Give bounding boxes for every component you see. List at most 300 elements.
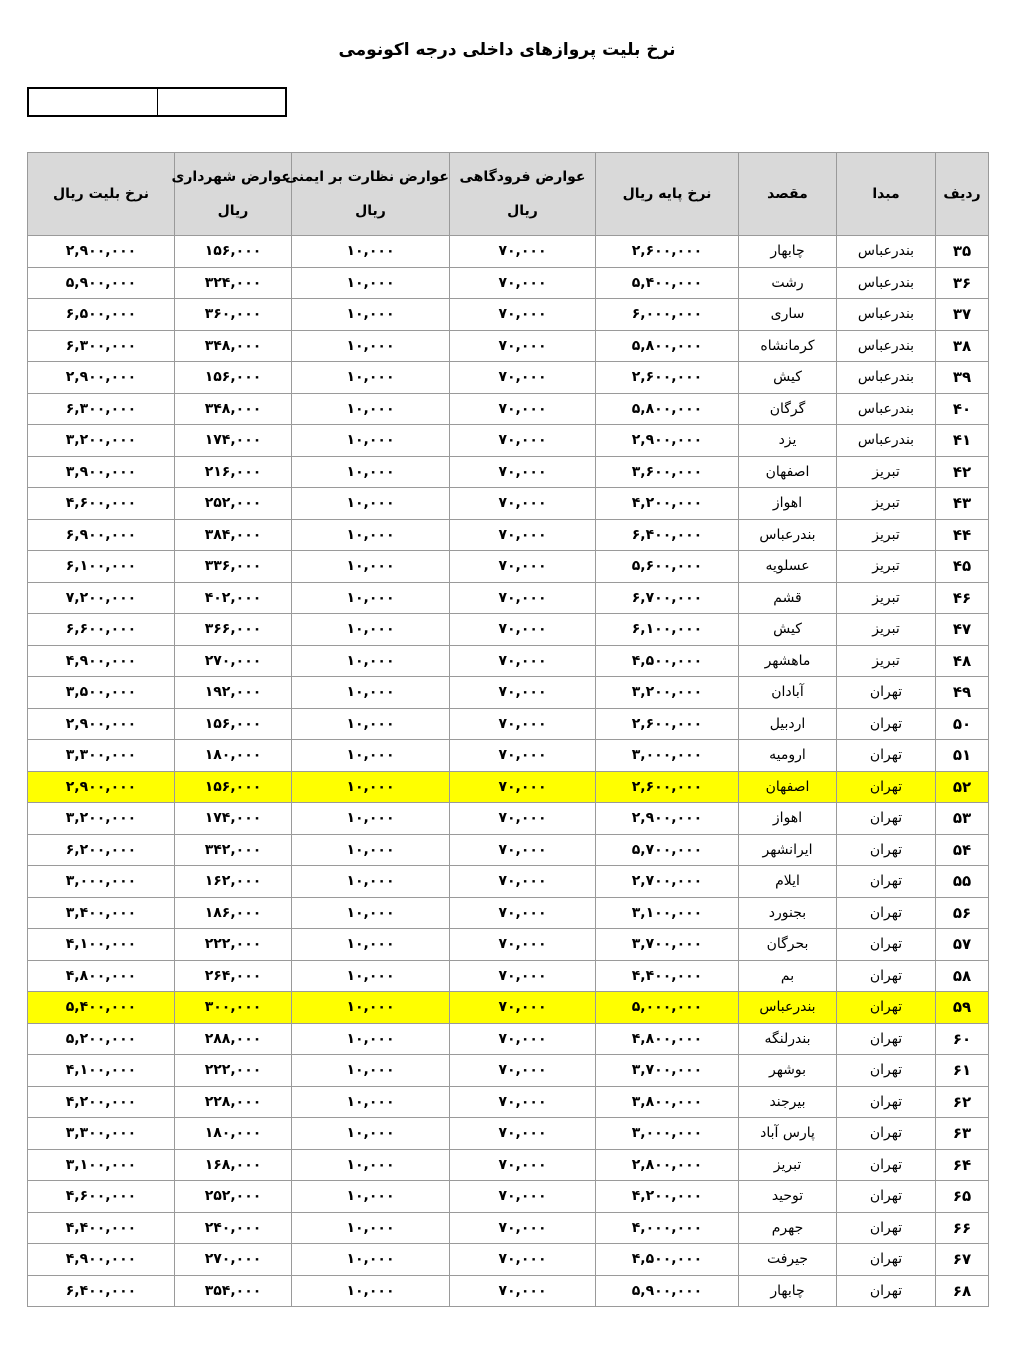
base-fare-cell [596, 677, 739, 709]
base-fare-cell [596, 866, 739, 898]
municipal-fee-cell [175, 740, 292, 772]
row-number-cell [936, 897, 989, 929]
airport-fee-cell [450, 960, 596, 992]
destination-city-cell [739, 267, 837, 299]
row-number: ۵۶ [952, 903, 972, 922]
ticket-fare-cell [28, 866, 175, 898]
table-row [28, 960, 989, 992]
origin-city: تهران [869, 873, 903, 890]
row-number-cell [936, 1118, 989, 1150]
safety-fee: ۱۰,۰۰۰ [346, 1219, 395, 1236]
origin-city: بندرعباس [857, 400, 915, 417]
destination-city: عسلویه [765, 558, 810, 575]
ticket-fare: ۶,۳۰۰,۰۰۰ [65, 337, 137, 354]
origin-city-cell [837, 393, 936, 425]
row-number: ۴۱ [952, 431, 972, 450]
row-number: ۴۰ [952, 399, 972, 418]
table-row [28, 362, 989, 394]
ticket-fare: ۴,۸۰۰,۰۰۰ [65, 967, 137, 984]
municipal-fee: ۱۹۲,۰۰۰ [204, 684, 262, 701]
ticket-fare-cell [28, 1086, 175, 1118]
base-fare-cell [596, 551, 739, 583]
ticket-fare: ۵,۲۰۰,۰۰۰ [65, 1030, 137, 1047]
row-number: ۴۳ [952, 494, 972, 513]
safety-fee: ۱۰,۰۰۰ [346, 243, 395, 260]
fares-table-body [28, 236, 989, 1307]
ticket-fare: ۲,۹۰۰,۰۰۰ [65, 369, 137, 386]
airport-fee: ۷۰,۰۰۰ [498, 1030, 547, 1047]
municipal-fee: ۲۲۸,۰۰۰ [204, 1093, 262, 1110]
safety-fee: ۱۰,۰۰۰ [346, 558, 395, 575]
ticket-fare: ۴,۴۰۰,۰۰۰ [65, 1219, 137, 1236]
base-fare: ۲,۸۰۰,۰۰۰ [631, 1156, 703, 1173]
origin-city: تهران [869, 1219, 903, 1236]
row-number: ۶۱ [952, 1061, 972, 1080]
airport-fee-cell [450, 897, 596, 929]
municipal-fee: ۳۰۰,۰۰۰ [204, 999, 262, 1016]
row-number: ۶۸ [952, 1281, 972, 1300]
base-fare: ۵,۸۰۰,۰۰۰ [631, 400, 703, 417]
safety-fee: ۱۰,۰۰۰ [346, 904, 395, 921]
municipal-fee: ۳۵۴,۰۰۰ [204, 1282, 262, 1299]
table-row [28, 1023, 989, 1055]
safety-fee-cell [292, 330, 450, 362]
origin-city: تهران [869, 810, 903, 827]
row-number: ۶۷ [952, 1250, 972, 1269]
table-row [28, 897, 989, 929]
destination-city: چابهار [770, 1282, 805, 1299]
municipal-fee: ۲۴۰,۰۰۰ [204, 1219, 262, 1236]
municipal-fee: ۱۸۰,۰۰۰ [204, 747, 262, 764]
safety-fee-cell [292, 771, 450, 803]
row-number: ۳۷ [952, 305, 972, 324]
safety-fee: ۱۰,۰۰۰ [346, 526, 395, 543]
base-fare: ۴,۲۰۰,۰۰۰ [631, 495, 703, 512]
ticket-fare-cell [28, 677, 175, 709]
ticket-fare-cell [28, 960, 175, 992]
safety-fee: ۱۰,۰۰۰ [346, 810, 395, 827]
airport-fee-cell [450, 582, 596, 614]
origin-city: تهران [869, 967, 903, 984]
destination-city-cell [739, 1212, 837, 1244]
safety-fee-cell [292, 267, 450, 299]
origin-city-cell [837, 582, 936, 614]
destination-city-cell [739, 897, 837, 929]
base-fare-cell [596, 771, 739, 803]
ticket-fare: ۶,۶۰۰,۰۰۰ [65, 621, 137, 638]
safety-fee-cell [292, 740, 450, 772]
safety-fee: ۱۰,۰۰۰ [346, 778, 395, 795]
base-fare: ۳,۰۰۰,۰۰۰ [631, 747, 703, 764]
ticket-fare-cell [28, 897, 175, 929]
airport-fee-cell [450, 1149, 596, 1181]
destination-city: پارس آباد [760, 1125, 815, 1142]
municipal-fee: ۳۶۰,۰۰۰ [204, 306, 262, 323]
destination-city: ساری [770, 306, 805, 323]
ticket-fare-cell [28, 708, 175, 740]
municipal-fee: ۲۲۲,۰۰۰ [204, 936, 262, 953]
destination-city: قشم [773, 589, 802, 606]
row-number-cell [936, 236, 989, 268]
base-fare-cell [596, 1212, 739, 1244]
origin-city: تهران [869, 1125, 903, 1142]
base-fare-cell [596, 1086, 739, 1118]
base-fare: ۳,۷۰۰,۰۰۰ [631, 936, 703, 953]
ticket-fare: ۳,۰۰۰,۰۰۰ [65, 873, 137, 890]
origin-city-cell [837, 708, 936, 740]
base-fare-cell [596, 1181, 739, 1213]
table-row [28, 582, 989, 614]
blank-box-cell-right [157, 89, 286, 115]
header-municipal-fee [171, 153, 292, 236]
municipal-fee-cell [175, 330, 292, 362]
airport-fee: ۷۰,۰۰۰ [498, 873, 547, 890]
ticket-fare: ۶,۳۰۰,۰۰۰ [65, 400, 137, 417]
table-row [28, 771, 989, 803]
row-number: ۵۸ [952, 966, 972, 985]
municipal-fee-cell [175, 929, 292, 961]
base-fare: ۴,۸۰۰,۰۰۰ [631, 1030, 703, 1047]
safety-fee-cell [292, 1244, 450, 1276]
origin-city: تبریز [872, 621, 900, 638]
base-fare-cell [596, 236, 739, 268]
table-row [28, 1212, 989, 1244]
airport-fee: ۷۰,۰۰۰ [498, 936, 547, 953]
municipal-fee-cell [175, 236, 292, 268]
municipal-fee: ۱۵۶,۰۰۰ [204, 715, 262, 732]
origin-city-cell [837, 1055, 936, 1087]
row-number: ۴۹ [952, 683, 972, 702]
origin-city: تهران [869, 1030, 903, 1047]
destination-city-cell [739, 330, 837, 362]
destination-city-cell [739, 299, 837, 331]
base-fare: ۲,۷۰۰,۰۰۰ [631, 873, 703, 890]
row-number-cell [936, 456, 989, 488]
base-fare: ۴,۵۰۰,۰۰۰ [631, 1251, 703, 1268]
row-number-cell [936, 960, 989, 992]
origin-city: تبریز [872, 652, 900, 669]
base-fare-cell [596, 929, 739, 961]
table-row [28, 1055, 989, 1087]
origin-city-cell [837, 456, 936, 488]
municipal-fee-cell [175, 1118, 292, 1150]
origin-city: تهران [869, 715, 903, 732]
table-row [28, 1149, 989, 1181]
municipal-fee-cell [175, 299, 292, 331]
origin-city-cell [837, 1244, 936, 1276]
table-row [28, 1275, 989, 1307]
origin-city-cell [837, 1181, 936, 1213]
municipal-fee: ۱۷۴,۰۰۰ [204, 432, 262, 449]
row-number-cell [936, 677, 989, 709]
municipal-fee: ۱۵۶,۰۰۰ [204, 778, 262, 795]
row-number-cell [936, 519, 989, 551]
airport-fee: ۷۰,۰۰۰ [498, 306, 547, 323]
safety-fee: ۱۰,۰۰۰ [346, 1062, 395, 1079]
header-origin: مبدا [837, 153, 936, 236]
row-number: ۵۱ [952, 746, 972, 765]
row-number: ۳۹ [952, 368, 972, 387]
row-number-cell [936, 1181, 989, 1213]
ticket-fare: ۵,۴۰۰,۰۰۰ [65, 999, 137, 1016]
ticket-fare: ۴,۶۰۰,۰۰۰ [65, 495, 137, 512]
row-number: ۴۷ [952, 620, 972, 639]
origin-city: تهران [869, 936, 903, 953]
row-number-cell [936, 330, 989, 362]
safety-fee-cell [292, 708, 450, 740]
origin-city-cell [837, 740, 936, 772]
destination-city-cell [739, 866, 837, 898]
ticket-fare: ۳,۵۰۰,۰۰۰ [65, 684, 137, 701]
safety-fee-cell [292, 582, 450, 614]
ticket-fare: ۶,۵۰۰,۰۰۰ [65, 306, 137, 323]
ticket-fare: ۳,۱۰۰,۰۰۰ [65, 1156, 137, 1173]
municipal-fee: ۱۶۲,۰۰۰ [204, 873, 262, 890]
municipal-fee-cell [175, 866, 292, 898]
destination-city: گرگان [769, 400, 806, 417]
origin-city: تهران [869, 747, 903, 764]
airport-fee-cell [450, 866, 596, 898]
ticket-fare: ۳,۳۰۰,۰۰۰ [65, 747, 137, 764]
table-row [28, 1086, 989, 1118]
airport-fee-cell [450, 929, 596, 961]
row-number: ۵۲ [952, 777, 972, 796]
safety-fee-cell [292, 897, 450, 929]
airport-fee-cell [450, 614, 596, 646]
table-row [28, 677, 989, 709]
municipal-fee: ۲۷۰,۰۰۰ [204, 1251, 262, 1268]
airport-fee: ۷۰,۰۰۰ [498, 1062, 547, 1079]
ticket-fare-cell [28, 614, 175, 646]
base-fare-cell [596, 897, 739, 929]
municipal-fee: ۳۶۶,۰۰۰ [204, 621, 262, 638]
base-fare: ۵,۷۰۰,۰۰۰ [631, 841, 703, 858]
safety-fee: ۱۰,۰۰۰ [346, 495, 395, 512]
ticket-fare: ۲,۹۰۰,۰۰۰ [65, 715, 137, 732]
safety-fee-cell [292, 362, 450, 394]
table-row [28, 393, 989, 425]
ticket-fare-cell [28, 425, 175, 457]
row-number-cell [936, 299, 989, 331]
safety-fee: ۱۰,۰۰۰ [346, 306, 395, 323]
origin-city: بندرعباس [857, 243, 915, 260]
ticket-fare-cell [28, 267, 175, 299]
airport-fee: ۷۰,۰۰۰ [498, 369, 547, 386]
row-number-cell [936, 614, 989, 646]
safety-fee: ۱۰,۰۰۰ [346, 936, 395, 953]
destination-city-cell [739, 1055, 837, 1087]
header-municipal-fee-line2: ریال [217, 203, 249, 219]
origin-city: تهران [869, 904, 903, 921]
airport-fee: ۷۰,۰۰۰ [498, 432, 547, 449]
table-row [28, 267, 989, 299]
airport-fee-cell [450, 677, 596, 709]
ticket-fare-cell [28, 1118, 175, 1150]
municipal-fee-cell [175, 519, 292, 551]
row-number: ۵۹ [952, 998, 972, 1017]
ticket-fare-cell [28, 456, 175, 488]
safety-fee: ۱۰,۰۰۰ [346, 841, 395, 858]
destination-city: یزد [778, 432, 797, 449]
municipal-fee-cell [175, 267, 292, 299]
destination-city-cell [739, 488, 837, 520]
municipal-fee-cell [175, 362, 292, 394]
base-fare: ۲,۶۰۰,۰۰۰ [631, 369, 703, 386]
municipal-fee-cell [175, 551, 292, 583]
safety-fee-cell [292, 236, 450, 268]
airport-fee: ۷۰,۰۰۰ [498, 747, 547, 764]
safety-fee-cell [292, 1212, 450, 1244]
ticket-fare: ۷,۲۰۰,۰۰۰ [65, 589, 137, 606]
destination-city-cell [739, 362, 837, 394]
safety-fee-cell [292, 960, 450, 992]
row-number: ۶۶ [952, 1218, 972, 1237]
municipal-fee-cell [175, 1181, 292, 1213]
destination-city-cell [739, 677, 837, 709]
origin-city: تهران [869, 1093, 903, 1110]
origin-city-cell [837, 1212, 936, 1244]
municipal-fee-cell [175, 992, 292, 1024]
origin-city-cell [837, 1086, 936, 1118]
table-row [28, 456, 989, 488]
header-destination: مقصد [739, 153, 837, 236]
header-safety-fee-line1: عوارض نظارت بر ایمنی [284, 169, 449, 185]
destination-city: اهواز [772, 495, 803, 512]
base-fare-cell [596, 992, 739, 1024]
origin-city: بندرعباس [857, 306, 915, 323]
safety-fee: ۱۰,۰۰۰ [346, 589, 395, 606]
ticket-fare: ۳,۲۰۰,۰۰۰ [65, 810, 137, 827]
destination-city: بندرعباس [759, 526, 816, 543]
base-fare-cell [596, 1275, 739, 1307]
airport-fee-cell [450, 834, 596, 866]
destination-city: اصفهان [765, 778, 810, 795]
airport-fee: ۷۰,۰۰۰ [498, 652, 547, 669]
origin-city: بندرعباس [857, 432, 915, 449]
base-fare: ۵,۶۰۰,۰۰۰ [631, 558, 703, 575]
airport-fee: ۷۰,۰۰۰ [498, 621, 547, 638]
base-fare-cell [596, 614, 739, 646]
row-number-cell [936, 771, 989, 803]
municipal-fee-cell [175, 1244, 292, 1276]
airport-fee: ۷۰,۰۰۰ [498, 1219, 547, 1236]
base-fare: ۳,۱۰۰,۰۰۰ [631, 904, 703, 921]
ticket-fare-cell [28, 488, 175, 520]
safety-fee: ۱۰,۰۰۰ [346, 432, 395, 449]
row-number: ۳۵ [952, 242, 972, 261]
municipal-fee-cell [175, 614, 292, 646]
ticket-fare: ۴,۲۰۰,۰۰۰ [65, 1093, 137, 1110]
origin-city: تبریز [872, 495, 900, 512]
safety-fee: ۱۰,۰۰۰ [346, 463, 395, 480]
airport-fee-cell [450, 330, 596, 362]
airport-fee: ۷۰,۰۰۰ [498, 463, 547, 480]
municipal-fee: ۳۴۸,۰۰۰ [204, 400, 262, 417]
airport-fee-cell [450, 393, 596, 425]
ticket-fare-cell [28, 1055, 175, 1087]
ticket-fare-cell [28, 551, 175, 583]
base-fare: ۴,۰۰۰,۰۰۰ [631, 1219, 703, 1236]
airport-fee: ۷۰,۰۰۰ [498, 1125, 547, 1142]
municipal-fee-cell [175, 645, 292, 677]
origin-city: تهران [869, 841, 903, 858]
row-number-cell [936, 488, 989, 520]
safety-fee: ۱۰,۰۰۰ [346, 621, 395, 638]
row-number: ۶۰ [952, 1029, 972, 1048]
destination-city-cell [739, 614, 837, 646]
base-fare-cell [596, 1023, 739, 1055]
origin-city-cell [837, 236, 936, 268]
safety-fee-cell [292, 456, 450, 488]
base-fare-cell [596, 488, 739, 520]
base-fare-cell [596, 299, 739, 331]
municipal-fee: ۲۶۴,۰۰۰ [204, 967, 262, 984]
municipal-fee-cell [175, 425, 292, 457]
airport-fee: ۷۰,۰۰۰ [498, 243, 547, 260]
municipal-fee: ۱۵۶,۰۰۰ [204, 243, 262, 260]
municipal-fee-cell [175, 1086, 292, 1118]
origin-city: تهران [869, 1251, 903, 1268]
airport-fee-cell [450, 1023, 596, 1055]
row-number-cell [936, 1212, 989, 1244]
safety-fee: ۱۰,۰۰۰ [346, 337, 395, 354]
origin-city-cell [837, 771, 936, 803]
table-row [28, 803, 989, 835]
airport-fee-cell [450, 236, 596, 268]
origin-city-cell [837, 803, 936, 835]
row-number-cell [936, 1086, 989, 1118]
municipal-fee: ۲۵۲,۰۰۰ [204, 1188, 262, 1205]
destination-city: بندرعباس [759, 999, 816, 1016]
airport-fee-cell [450, 803, 596, 835]
destination-city-cell [739, 551, 837, 583]
destination-city-cell [739, 393, 837, 425]
row-number: ۵۵ [952, 872, 972, 891]
destination-city-cell [739, 771, 837, 803]
airport-fee-cell [450, 299, 596, 331]
safety-fee: ۱۰,۰۰۰ [346, 1188, 395, 1205]
airport-fee: ۷۰,۰۰۰ [498, 841, 547, 858]
header-base-fare: نرخ پایه ریال [596, 153, 739, 236]
row-number: ۴۶ [952, 588, 972, 607]
airport-fee: ۷۰,۰۰۰ [498, 1093, 547, 1110]
table-row [28, 740, 989, 772]
destination-city: ایرانشهر [762, 841, 813, 858]
row-number-cell [936, 1023, 989, 1055]
safety-fee-cell [292, 1023, 450, 1055]
origin-city-cell [837, 1149, 936, 1181]
destination-city-cell [739, 708, 837, 740]
safety-fee-cell [292, 1275, 450, 1307]
ticket-fare-cell [28, 1181, 175, 1213]
table-row [28, 866, 989, 898]
row-number: ۵۷ [952, 935, 972, 954]
origin-city: تهران [869, 1156, 903, 1173]
origin-city: بندرعباس [857, 274, 915, 291]
ticket-fare-cell [28, 393, 175, 425]
table-row [28, 299, 989, 331]
base-fare-cell [596, 834, 739, 866]
safety-fee-cell [292, 614, 450, 646]
base-fare-cell [596, 330, 739, 362]
ticket-fare-cell [28, 1244, 175, 1276]
origin-city: تبریز [872, 526, 900, 543]
destination-city: بندرلنگه [764, 1030, 811, 1047]
destination-city: بیرجند [769, 1093, 806, 1110]
municipal-fee: ۳۴۲,۰۰۰ [204, 841, 262, 858]
header-safety-fee-line2: ریال [355, 203, 386, 219]
row-number-cell [936, 582, 989, 614]
